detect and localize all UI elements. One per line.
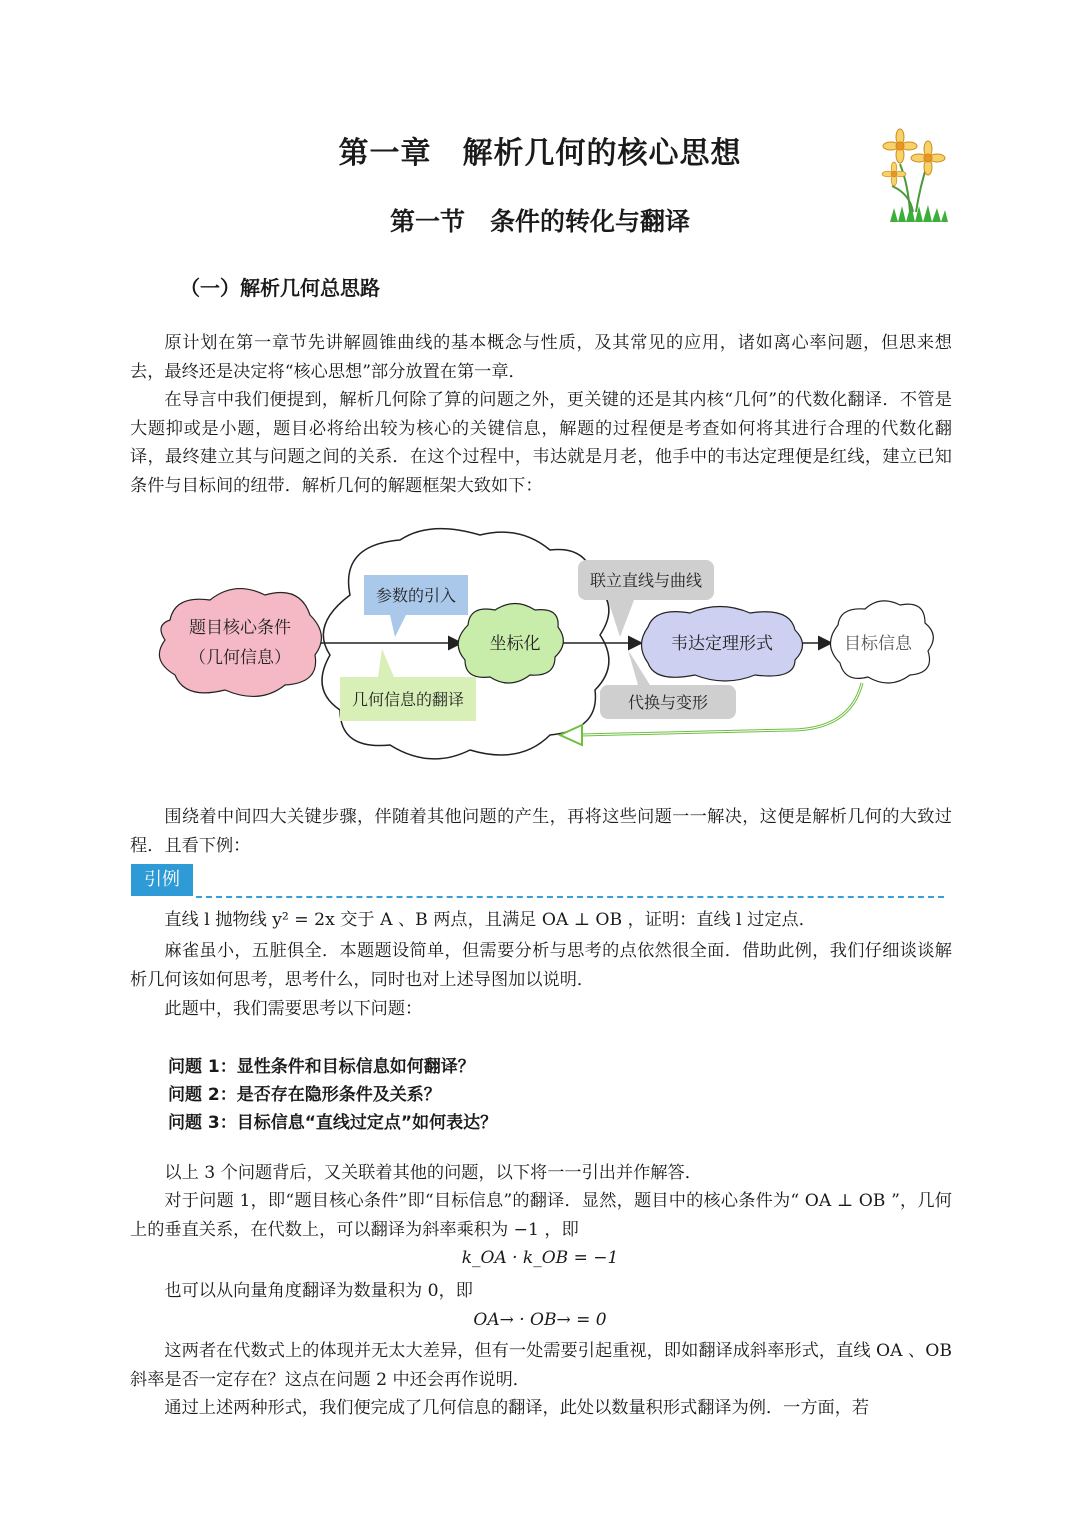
formula-slope-product: k_OA · k_OB = −1: [461, 1248, 619, 1268]
question-1: 问题 1：显性条件和目标信息如何翻译？: [168, 1057, 475, 1077]
question-3: 问题 3：目标信息“直线过定点”如何表达？: [168, 1113, 498, 1133]
example-tag: 引例: [131, 864, 193, 896]
formula-dot-product: OA→ · OB→ = 0: [473, 1310, 607, 1330]
vieta-label: 韦达定理形式: [671, 634, 773, 654]
example-divider: [196, 896, 944, 898]
target-label: 目标信息: [844, 634, 912, 654]
substitute-label: 代换与变形: [627, 693, 709, 712]
core-condition-cloud: [159, 589, 321, 697]
paragraph-1: 原计划在第一章节先讲解圆锥曲线的基本概念与性质，及其常见的应用，诸如离心率问题，但思来想去，最终还是决定将“核心思想”部分放置在第一章．: [130, 333, 952, 382]
paragraph-2: 在导言中我们便提到，解析几何除了算的问题之外，更关键的还是其内核“几何”的代数化翻译．不管是大题抑或是小题，题目必将给出较为核心的关键信息，解题的过程便是考查如何将其进行合理的代数化翻译，最终建立其与问题之间的关系．在这个过程中，韦达就是月老，他手中的韦达定理便是红线，建立已知条件与目标间的纽带．解析几何的解题框架大致如下：: [130, 390, 952, 496]
core-condition-label-1: 题目核心条件: [189, 618, 291, 638]
paragraph-5: 此题中，我们需要思考以下问题：: [164, 999, 423, 1019]
coordinate-label: 坐标化: [489, 634, 541, 654]
geo-translate-label: 几何信息的翻译: [351, 690, 465, 709]
paragraph-7: 对于问题 1，即“题目核心条件”即“目标信息”的翻译．显然，题目中的核心条件为“ OA ⊥ OB ”，几何上的垂直关系，在代数上，可以翻译为斜率乘积为 −1 ，即: [130, 1191, 952, 1240]
solution-framework-diagram: [150, 525, 940, 785]
paragraph-9: 这两者在代数式上的体现并无太大差异，但有一处需要引起重视，即如翻译成斜率形式，直线 OA 、OB 斜率是否一定存在？这点在问题 2 中还会再作说明．: [130, 1341, 952, 1390]
flower-icon: [880, 124, 950, 224]
paragraph-8: 也可以从向量角度翻译为数量积为 0，即: [164, 1281, 473, 1301]
section-title: 第一节 条件的转化与翻译: [389, 207, 690, 236]
question-2: 问题 2：是否存在隐形条件及关系？: [168, 1085, 441, 1105]
joint-line-curve-label: 联立直线与曲线: [589, 571, 703, 590]
subsection-title: （一）解析几何总思路: [180, 276, 380, 300]
paragraph-10: 通过上述两种形式，我们便完成了几何信息的翻译，此处以数量积形式翻译为例．一方面，若: [164, 1398, 870, 1418]
chapter-title: 第一章 解析几何的核心思想: [338, 136, 742, 171]
example-statement: 直线 l 抛物线 y² = 2x 交于 A 、B 两点，且满足 OA ⊥ OB ，证明：直线 l 过定点．: [164, 910, 816, 930]
paragraph-4: 麻雀虽小，五脏俱全．本题题设简单，但需要分析与思考的点依然很全面．借助此例，我们仔细谈谈解析几何该如何思考，思考什么，同时也对上述导图加以说明．: [130, 941, 952, 990]
param-intro-label: 参数的引入: [375, 586, 457, 605]
paragraph-6: 以上 3 个问题背后，又关联着其他的问题，以下将一一引出并作解答．: [164, 1163, 702, 1183]
paragraph-3: 围绕着中间四大关键步骤，伴随着其他问题的产生，再将这些问题一一解决，这便是解析几何的大致过程．且看下例：: [130, 807, 952, 856]
core-condition-label-2: （几何信息）: [189, 648, 291, 668]
